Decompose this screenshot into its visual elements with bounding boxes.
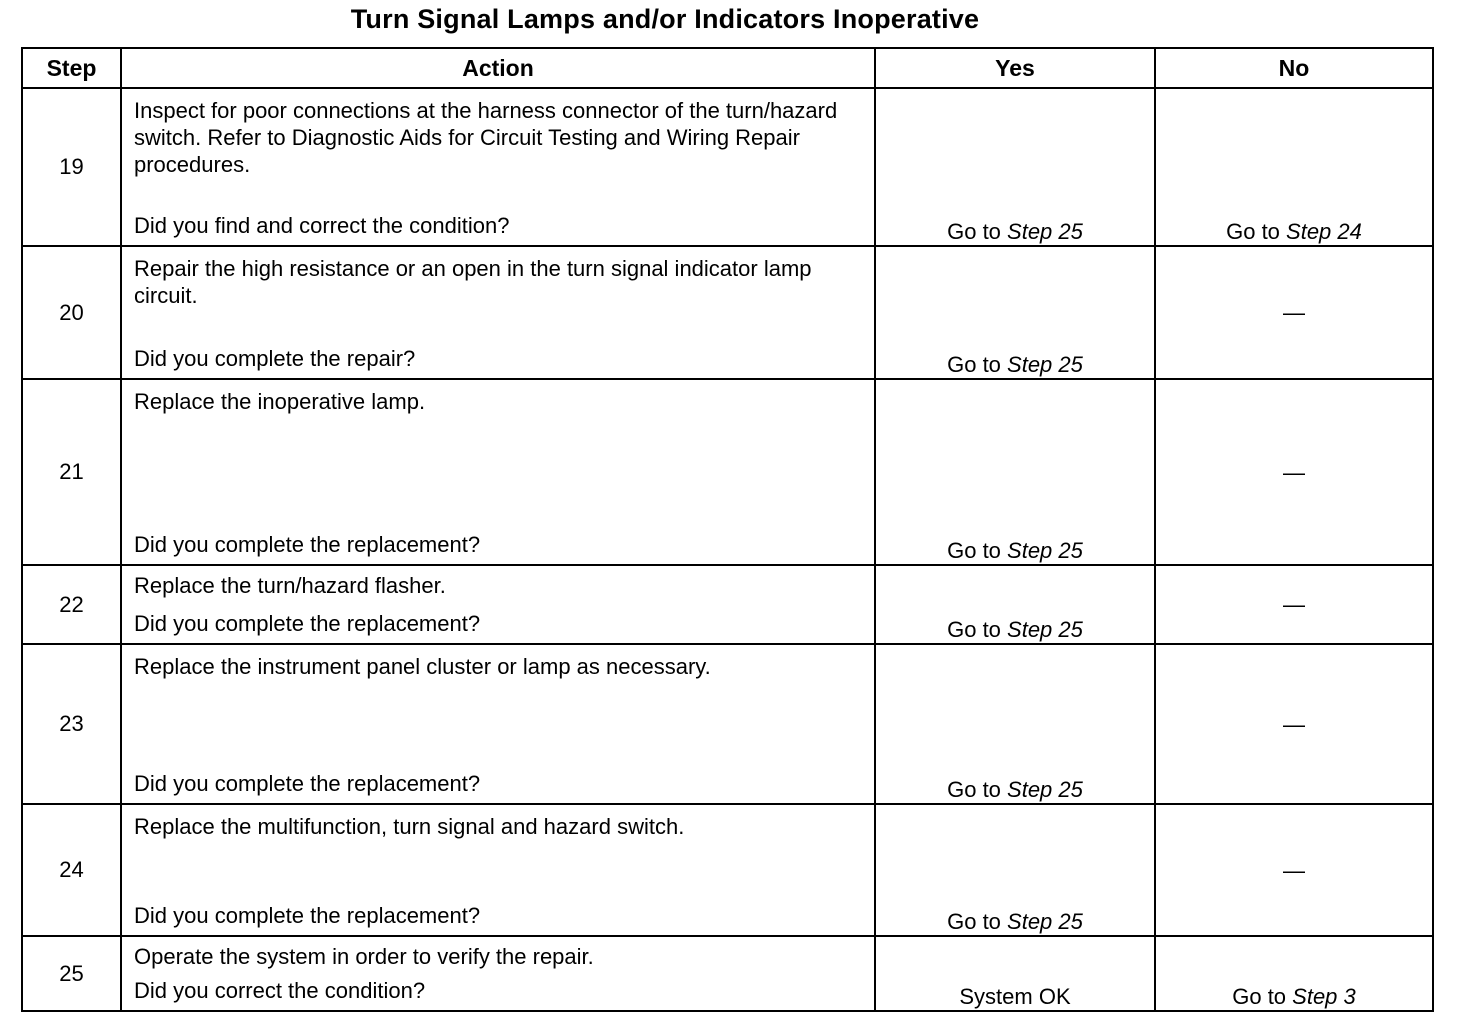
- action-cell: [121, 565, 875, 644]
- no-result: —: [1155, 246, 1433, 379]
- yes-step-link: Step 25: [1007, 909, 1083, 934]
- table-row: [22, 644, 1433, 804]
- header-step: Step: [22, 48, 121, 88]
- action-cell: [121, 644, 875, 804]
- action-question: Did you correct the condition?: [134, 978, 426, 1003]
- no-prefix: Go to: [1226, 219, 1287, 244]
- step-number: 20: [22, 246, 121, 379]
- yes-prefix: Go to: [947, 617, 1008, 642]
- action-question: Did you find and correct the condition?: [134, 213, 510, 238]
- action-text: Replace the instrument panel cluster or lamp as necessary.: [134, 654, 711, 679]
- action-cell: [121, 88, 875, 246]
- yes-step-link: Step 25: [1007, 777, 1083, 802]
- action-cell: [121, 246, 875, 379]
- no-result: —: [1155, 379, 1433, 565]
- step-number: 25: [22, 936, 121, 1011]
- action-text: Operate the system in order to verify the repair.: [134, 944, 594, 969]
- action-text: Inspect for poor connections at the harness connector of the turn/hazard switch. Refer to Diagnostic Aids for Circuit Testing and Wiring Repair procedures.: [134, 98, 838, 177]
- table-row: [22, 936, 1433, 1011]
- action-question: Did you complete the replacement?: [134, 771, 481, 796]
- action-question: Did you complete the replacement?: [134, 532, 481, 557]
- yes-result: [875, 804, 1155, 936]
- header-yes: Yes: [875, 48, 1155, 88]
- yes-result: [875, 246, 1155, 379]
- step-number: 21: [22, 379, 121, 565]
- table-header-row: [22, 48, 1433, 88]
- no-result: —: [1155, 804, 1433, 936]
- table-row: [22, 88, 1433, 246]
- action-question: Did you complete the repair?: [134, 346, 416, 371]
- yes-prefix: Go to: [947, 219, 1008, 244]
- table-row: [22, 565, 1433, 644]
- no-step-link: Step 3: [1292, 984, 1356, 1009]
- action-cell: [121, 804, 875, 936]
- page-title: Turn Signal Lamps and/or Indicators Inoperative: [350, 4, 980, 34]
- yes-result: [875, 379, 1155, 565]
- no-result: [1155, 936, 1433, 1011]
- step-number: 24: [22, 804, 121, 936]
- action-question: Did you complete the replacement?: [134, 611, 481, 636]
- header-no: No: [1155, 48, 1433, 88]
- yes-prefix: Go to: [947, 352, 1008, 377]
- action-question: Did you complete the replacement?: [134, 903, 481, 928]
- table-row: [22, 379, 1433, 565]
- yes-prefix: Go to: [947, 909, 1008, 934]
- yes-step-link: Step 25: [1007, 538, 1083, 563]
- no-prefix: Go to: [1232, 984, 1293, 1009]
- action-text: Repair the high resistance or an open in the turn signal indicator lamp circuit.: [134, 256, 812, 308]
- yes-result: [875, 644, 1155, 804]
- step-number: 23: [22, 644, 121, 804]
- yes-result: System OK: [875, 936, 1155, 1011]
- yes-step-link: Step 25: [1007, 219, 1083, 244]
- diagnostic-table: [21, 47, 1434, 1012]
- action-cell: [121, 936, 875, 1011]
- yes-prefix: Go to: [947, 538, 1008, 563]
- no-result: [1155, 88, 1433, 246]
- step-number: 19: [22, 88, 121, 246]
- step-number: 22: [22, 565, 121, 644]
- yes-result: [875, 88, 1155, 246]
- yes-step-link: Step 25: [1007, 617, 1083, 642]
- table-row: [22, 804, 1433, 936]
- yes-prefix: Go to: [947, 777, 1008, 802]
- yes-step-link: Step 25: [1007, 352, 1083, 377]
- action-text: Replace the multifunction, turn signal and hazard switch.: [134, 814, 685, 839]
- no-result: —: [1155, 565, 1433, 644]
- table-row: [22, 246, 1433, 379]
- action-text: Replace the inoperative lamp.: [134, 389, 426, 414]
- no-step-link: Step 24: [1286, 219, 1362, 244]
- action-text: Replace the turn/hazard flasher.: [134, 573, 446, 598]
- yes-result: [875, 565, 1155, 644]
- header-action: Action: [121, 48, 875, 88]
- no-result: —: [1155, 644, 1433, 804]
- action-cell: [121, 379, 875, 565]
